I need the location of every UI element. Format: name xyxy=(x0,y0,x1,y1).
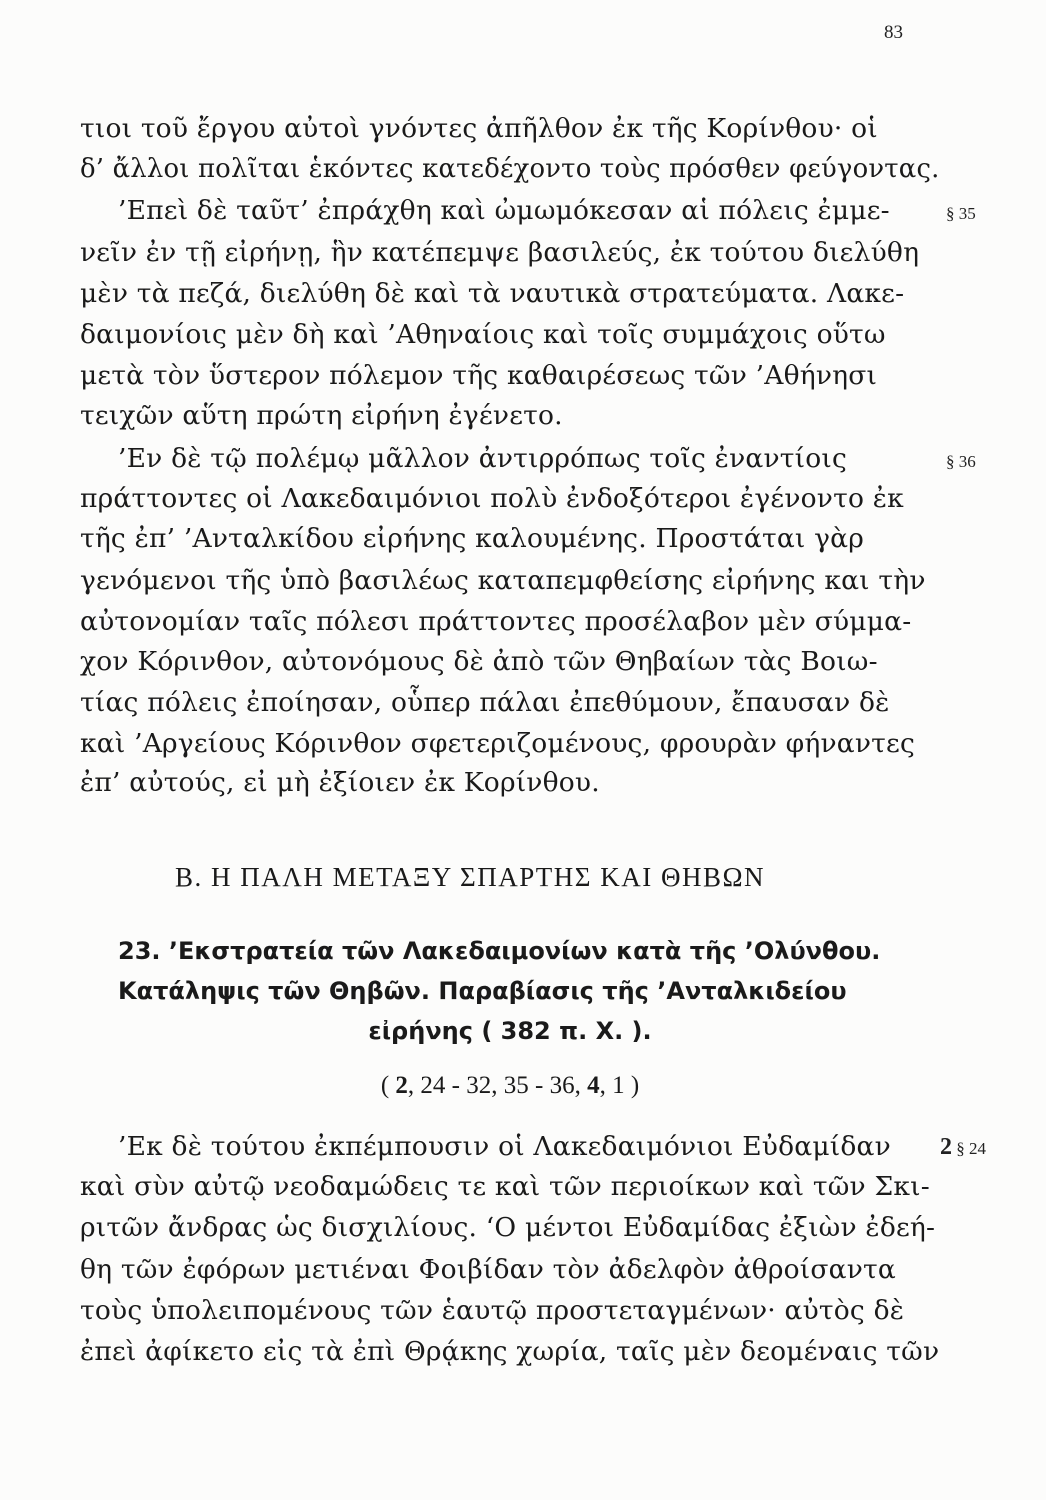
reference-open: ( xyxy=(380,1072,390,1099)
text-line: τειχῶν αὕτη πρώτη εἰρήνη ἐγένετο. xyxy=(80,400,563,431)
text-line: δαιμονίοις μὲν δὴ καὶ ’Αθηναίοις καὶ τοῖς συμμάχοις οὕτω xyxy=(80,319,886,350)
text-line: τιοι τοῦ ἔργου αὐτοὶ γνόντες ἀπῆλθον ἐκ τῆς Κορίνθου· οἱ xyxy=(80,113,878,144)
text-line: μὲν τὰ πεζά, διελύθη δὲ καὶ τὰ ναυτικὰ στρατεύματα. Λακε- xyxy=(80,278,905,309)
text-line: καὶ ’Αργείους Κόρινθον σφετεριζομένους, φρουρὰν φήναντες xyxy=(80,728,916,759)
reference-range: , 24 - 32, 35 - 36, xyxy=(407,1072,581,1099)
text-line: ’Εκ δὲ τούτου ἐκπέμπουσιν οἱ Λακεδαιμόνιοι Εὐδαμίδαν xyxy=(118,1131,891,1162)
text-line: ἐπ’ αὐτούς, εἰ μὴ ἐξίοιεν ἐκ Κορίνθου. xyxy=(80,767,600,798)
paragraph-number: § 24 xyxy=(956,1139,986,1158)
reference-close: ) xyxy=(630,1072,640,1099)
text-line: ’Εν δὲ τῷ πολέμῳ μᾶλλον ἀντιρρόπως τοῖς ἐναντίοις xyxy=(118,443,848,474)
text-line: καὶ σὺν αὐτῷ νεοδαμώδεις τε καὶ τῶν περιοίκων καὶ τῶν Σκι- xyxy=(80,1171,930,1202)
chapter-heading-line: 23. ’Εκστρατεία τῶν Λακεδαιμονίων κατὰ τῆς ’Ολύνθου. xyxy=(118,937,881,965)
chapter-heading-line: εἰρήνης ( 382 π. Χ. ). xyxy=(368,1017,652,1045)
page-number: 83 xyxy=(884,22,903,43)
section-marker xyxy=(940,1134,986,1161)
chapter-heading-line: Κατάληψις τῶν Θηβῶν. Παραβίασις τῆς ’Ανταλκιδείου xyxy=(118,977,847,1005)
text-line: τῆς ἐπ’ ’Ανταλκίδου εἰρήνης καλουμένης. Προστάται γὰρ xyxy=(80,523,865,554)
text-line: χον Κόρινθον, αὐτονόμους δὲ ἀπὸ τῶν Θηβαίων τὰς Βοιω- xyxy=(80,646,878,677)
book-number: 2 xyxy=(940,1134,952,1160)
text-line: νεῖν ἐν τῇ εἰρήνῃ, ἣν κατέπεμψε βασιλεύς, ἐκ τούτου διελύθη xyxy=(80,237,920,268)
text-line: δ’ ἄλλοι πολῖται ἑκόντες κατεδέχοντο τοὺς πρόσθεν φεύγοντας. xyxy=(80,153,940,184)
text-line: μετὰ τὸν ὕστερον πόλεμον τῆς καθαιρέσεως τῶν ’Αθήνησι xyxy=(80,360,878,391)
text-line: τίας πόλεις ἐποίησαν, οὗπερ πάλαι ἐπεθύμουν, ἔπαυσαν δὲ xyxy=(80,687,890,718)
text-line: ’Επεὶ δὲ ταῦτ’ ἐπράχθη καὶ ὠμωμόκεσαν αἱ πόλεις ἐμμε- xyxy=(118,195,890,226)
source-reference xyxy=(80,1072,940,1100)
text-line: γενόμενοι τῆς ὑπὸ βασιλέως καταπεμφθείσης εἰρήνης και τὴν xyxy=(80,565,926,596)
reference-book: 4 xyxy=(587,1072,600,1099)
text-line: πράττοντες οἱ Λακεδαιμόνιοι πολὺ ἐνδοξότεροι ἐγένοντο ἐκ xyxy=(80,483,904,514)
section-heading: Β. Η ΠΑΛΗ ΜΕΤΑΞΥ ΣΠΑΡΤΗΣ ΚΑΙ ΘΗΒΩΝ xyxy=(175,862,766,892)
text-line: ἐπεὶ ἀφίκετο εἰς τὰ ἐπὶ Θρᾴκης χωρία, ταῖς μὲν δεομέναις τῶν xyxy=(80,1336,940,1367)
reference-range: , 1 xyxy=(599,1072,625,1099)
text-line: τοὺς ὑπολειπομένους τῶν ἑαυτῷ προστεταγμένων· αὐτὸς δὲ xyxy=(80,1295,905,1326)
text-line: αὐτονομίαν ταῖς πόλεσι πράττοντες προσέλαβον μὲν σύμμα- xyxy=(80,606,912,637)
text-line: θη τῶν ἐφόρων μετιέναι Φοιβίδαν τὸν ἀδελφὸν ἀθροίσαντα xyxy=(80,1254,897,1285)
section-marker: § 36 xyxy=(946,452,976,471)
reference-book: 2 xyxy=(395,1072,408,1099)
section-marker: § 35 xyxy=(946,204,976,223)
text-line: ριτῶν ἄνδρας ὡς δισχιλίους. ‘Ο μέντοι Εὐδαμίδας ἐξιὼν ἐδεή- xyxy=(80,1212,936,1243)
